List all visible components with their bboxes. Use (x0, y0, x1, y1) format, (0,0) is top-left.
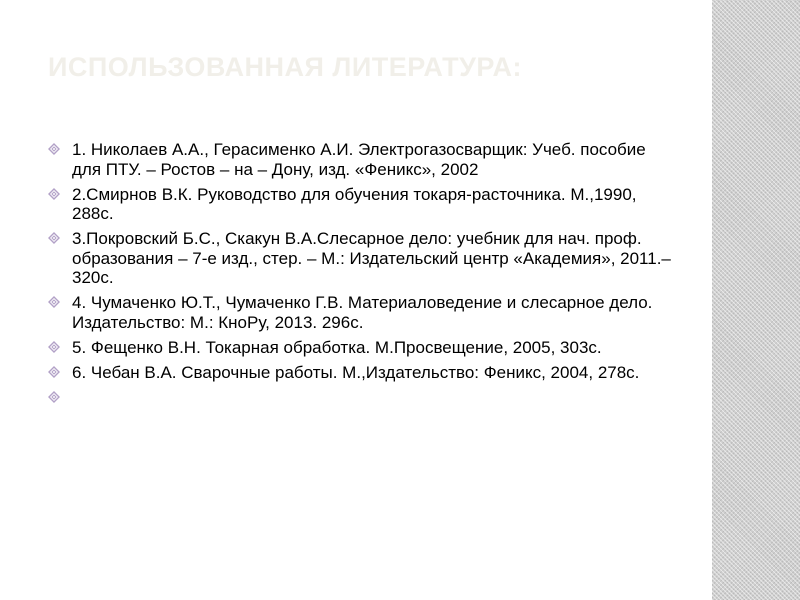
hollow-diamond-bullet-icon (48, 143, 60, 155)
hollow-diamond-bullet-icon (48, 296, 60, 308)
reference-item-3 (48, 229, 678, 288)
hollow-diamond-bullet-icon (48, 366, 60, 378)
reference-item-5 (48, 338, 678, 358)
slide-title: ИСПОЛЬЗОВАННАЯ ЛИТЕРАТУРА: (48, 52, 522, 82)
reference-text: 1. Николаев А.А., Герасименко А.И. Электрогазосварщик: Учеб. пособие для ПТУ. – Ростов – на – Дону, изд. «Феникс», 2002 (72, 140, 646, 179)
hollow-diamond-bullet-icon (48, 232, 60, 244)
reference-text: 4. Чумаченко Ю.Т., Чумаченко Г.В. Материаловедение и слесарное дело. Издательство: М.: КноРу, 2013. 296с. (72, 293, 653, 332)
reference-text: 6. Чебан В.А. Сварочные работы. М.,Издательство: Феникс, 2004, 278с. (72, 362, 640, 382)
hollow-diamond-bullet-icon (48, 391, 60, 403)
reference-text: 3.Покровский Б.С., Скакун В.А.Слесарное дело: учебник для нач. проф. образования – 7-е изд., стер. – М.: Издательский центр «Академия», 2011.– 320с. (72, 229, 671, 287)
reference-text: 5. Фещенко В.Н. Токарная обработка. М.Просвещение, 2005, 303с. (72, 337, 602, 357)
decorative-side-band (712, 0, 800, 600)
reference-item-6 (48, 363, 678, 383)
reference-item-1 (48, 140, 678, 179)
hollow-diamond-bullet-icon (48, 188, 60, 200)
reference-text: 2.Смирнов В.К. Руководство для обучения токаря-расточника. М.,1990, 288с. (72, 184, 637, 223)
hollow-diamond-bullet-icon (48, 341, 60, 353)
reference-list (48, 140, 678, 388)
reference-item-4 (48, 293, 678, 332)
reference-item-2 (48, 185, 678, 224)
